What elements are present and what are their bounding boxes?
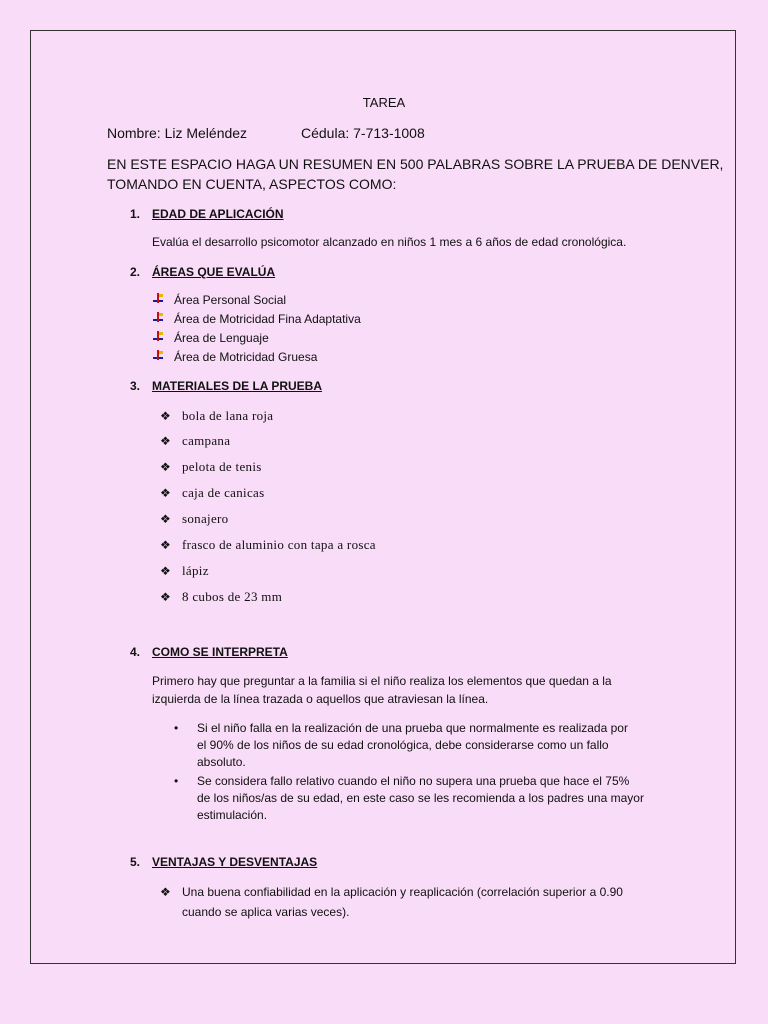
material-label: campana xyxy=(182,433,231,448)
diamond-bullet-icon: ❖ xyxy=(160,564,172,578)
bullet-line: Se considera fallo relativo cuando el niño no supera una prueba que hace el 75% xyxy=(197,774,630,788)
instructions-line: TOMANDO EN CUENTA, ASPECTOS COMO: xyxy=(107,176,397,192)
material-item xyxy=(160,589,282,605)
material-label: 8 cubos de 23 mm xyxy=(182,589,283,604)
area-item xyxy=(152,311,361,326)
area-label: Área Personal Social xyxy=(174,293,287,307)
section-number: 3. xyxy=(130,379,141,393)
material-item xyxy=(160,485,264,501)
area-label: Área de Motricidad Gruesa xyxy=(174,350,318,364)
student-name: Nombre: Liz Meléndez xyxy=(107,125,248,141)
section-number: 5. xyxy=(130,855,141,869)
section-title: ÁREAS QUE EVALÚA xyxy=(152,265,276,279)
diamond-bullet-icon: ❖ xyxy=(160,538,172,552)
area-label: Área de Lenguaje xyxy=(174,331,269,345)
material-label: frasco de aluminio con tapa a rosca xyxy=(182,537,376,552)
ventajas-line: cuando se aplica varias veces). xyxy=(182,905,350,919)
dot-bullet-icon: • xyxy=(174,774,179,788)
ventajas-line: Una buena confiabilidad en la aplicación y reaplicación (correlación superior a 0.90 xyxy=(182,885,623,899)
flag-bullet-icon xyxy=(152,330,174,345)
flag-bullet-icon xyxy=(152,292,174,307)
diamond-bullet-icon: ❖ xyxy=(160,486,172,500)
area-item xyxy=(152,330,269,345)
interpreta-bullet xyxy=(174,773,644,824)
section-heading-interpreta xyxy=(130,645,288,659)
ventajas-item xyxy=(160,882,623,922)
material-label: pelota de tenis xyxy=(182,459,262,474)
student-id: Cédula: 7-713-1008 xyxy=(301,125,425,141)
section-title: MATERIALES DE LA PRUEBA xyxy=(152,379,323,393)
diamond-bullet-icon: ❖ xyxy=(160,590,172,604)
bullet-line: el 90% de los niños de su edad cronológica, debe considerarse como un fallo xyxy=(197,738,609,752)
instructions-line: EN ESTE ESPACIO HAGA UN RESUMEN EN 500 PALABRAS SOBRE LA PRUEBA DE DENVER, xyxy=(107,156,724,172)
document-title: TAREA xyxy=(362,95,406,110)
interpreta-bullet xyxy=(174,720,628,771)
section-number: 1. xyxy=(130,207,141,221)
area-item xyxy=(152,349,317,364)
material-item xyxy=(160,537,376,553)
area-item xyxy=(152,292,286,307)
material-item xyxy=(160,433,230,449)
diamond-bullet-icon: ❖ xyxy=(160,512,172,526)
section-heading-ventajas xyxy=(130,855,317,869)
section-heading-areas xyxy=(130,265,275,279)
diamond-bullet-icon: ❖ xyxy=(160,885,171,899)
section-number: 4. xyxy=(130,645,141,659)
bullet-line: absoluto. xyxy=(197,755,246,769)
area-label: Área de Motricidad Fina Adaptativa xyxy=(174,312,361,326)
paragraph-line: Primero hay que preguntar a la familia si el niño realiza los elementos que quedan a la xyxy=(152,674,612,688)
material-label: lápiz xyxy=(182,563,209,578)
section-title: VENTAJAS Y DESVENTAJAS xyxy=(152,855,318,869)
instructions xyxy=(107,154,723,194)
material-item xyxy=(160,459,262,475)
section-heading-materiales xyxy=(130,379,322,393)
flag-bullet-icon xyxy=(152,311,174,326)
bullet-line: estimulación. xyxy=(197,808,268,822)
material-item xyxy=(160,408,273,424)
diamond-bullet-icon: ❖ xyxy=(160,409,172,423)
dot-bullet-icon: • xyxy=(174,721,179,735)
diamond-bullet-icon: ❖ xyxy=(160,434,172,448)
diamond-bullet-icon: ❖ xyxy=(160,460,172,474)
edad-paragraph: Evalúa el desarrollo psicomotor alcanzado en niños 1 mes a 6 años de edad cronológica. xyxy=(152,235,627,249)
bullet-line: de los niños/as de su edad, en este caso se les recomienda a los padres una mayor xyxy=(197,791,644,805)
section-number: 2. xyxy=(130,265,141,279)
section-title: COMO SE INTERPRETA xyxy=(152,645,288,659)
section-title: EDAD DE APLICACIÓN xyxy=(152,207,284,221)
paragraph-line: izquierda de la línea trazada o aquellos que atraviesan la línea. xyxy=(152,692,489,706)
section-heading-edad xyxy=(130,207,284,221)
material-label: caja de canicas xyxy=(182,485,265,500)
material-label: bola de lana roja xyxy=(182,408,274,423)
bullet-line: Si el niño falla en la realización de una prueba que normalmente es realizada por xyxy=(197,721,628,735)
material-item xyxy=(160,511,228,527)
flag-bullet-icon xyxy=(152,349,174,364)
material-label: sonajero xyxy=(182,511,229,526)
material-item xyxy=(160,563,209,579)
interpreta-paragraph xyxy=(152,672,612,708)
